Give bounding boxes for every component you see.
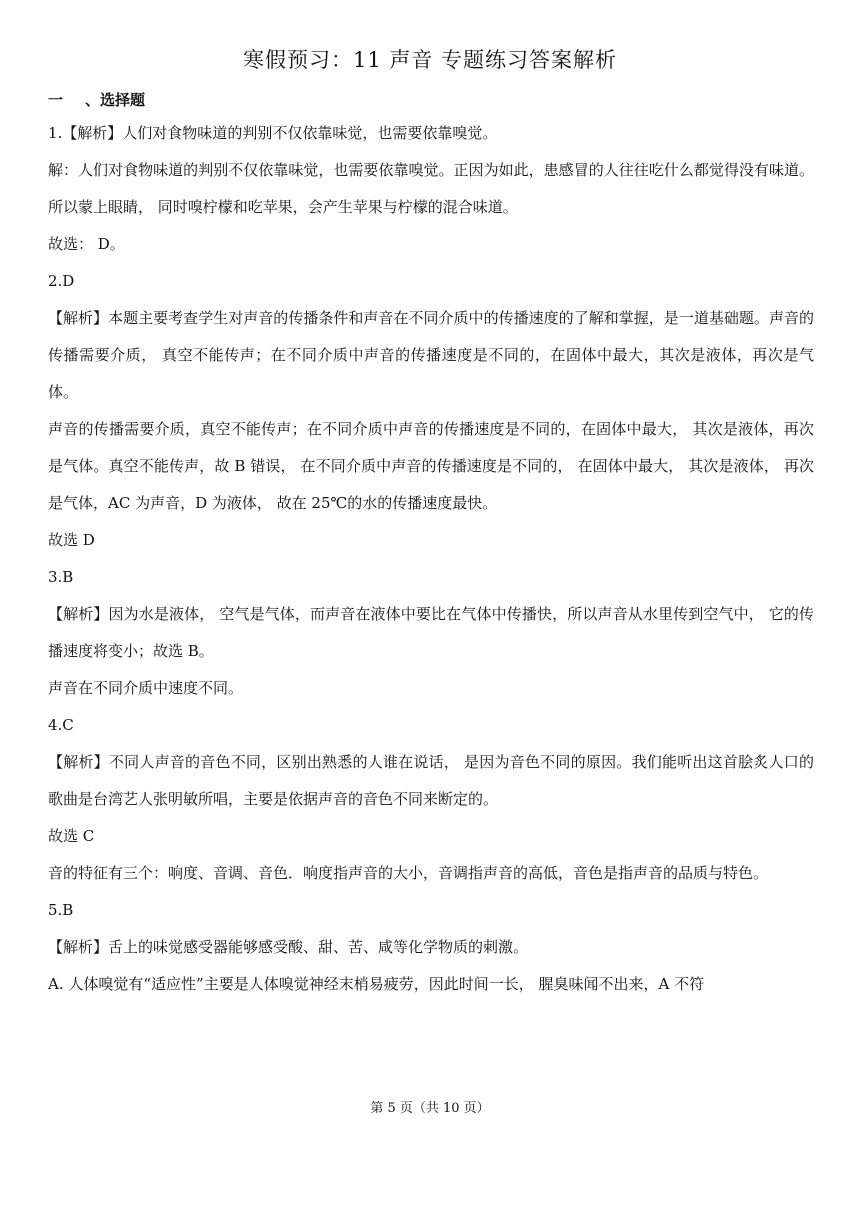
paragraph: 故选： D。 (48, 235, 125, 253)
paragraph: 故选 D (48, 531, 95, 549)
paragraph: 5.B (48, 901, 74, 919)
section-heading (48, 89, 145, 110)
paragraph: 故选 C (48, 827, 95, 845)
paragraph: A. 人体嗅觉有“适应性”主要是人体嗅觉神经末梢易疲劳，因此时间一长， 腥臭味闻不出来，A 不符 (48, 975, 705, 993)
paragraph: 2.D (48, 272, 75, 290)
section-number: 一 (48, 91, 64, 109)
paragraph: 【解析】因为水是液体， 空气是气体，而声音在液体中要比在气体中传播快，所以声音从水里传到空气中， 它的传播速度将变小；故选 B。 (48, 605, 814, 660)
section-label: 、选择题 (85, 91, 146, 109)
paragraph: 【解析】不同人声音的音色不同，区别出熟悉的人谁在说话， 是因为音色不同的原因。我们能听出这首脍炙人口的歌曲是台湾艺人张明敏所唱，主要是依据声音的音色不同来断定的。 (48, 753, 814, 808)
paragraph: 【解析】本题主要考查学生对声音的传播条件和声音在不同介质中的传播速度的了解和掌握，是一道基础题。声音的传播需要介质， 真空不能传声；在不同介质中声音的传播速度是不同的，在固体中最大，其次是液体，再次是气体。 (48, 309, 814, 401)
document-body (48, 115, 814, 1003)
paragraph: 解：人们对食物味道的判别不仅依靠味觉，也需要依靠嗅觉。正因为如此，患感冒的人往往吃什么都觉得没有味道。所以蒙上眼睛， 同时嗅柠檬和吃苹果，会产生苹果与柠檬的混合味道。 (48, 161, 814, 216)
paragraph: 3.B (48, 568, 74, 586)
paragraph: 音的特征有三个：响度、音调、音色．响度指声音的大小，音调指声音的高低，音色是指声音的品质与特色。 (48, 864, 769, 882)
paragraph: 声音在不同介质中速度不同。 (48, 679, 244, 697)
paragraph: 声音的传播需要介质，真空不能传声；在不同介质中声音的传播速度是不同的，在固体中最大， 其次是液体，再次是气体。真空不能传声，故 B 错误， 在不同介质中声音的传播速度是不同的， 在固体中最大， 其次是液体， 再次是气体，AC 为声音，D 为液体， 故在 25℃的水的传播速度最快。 (48, 420, 814, 512)
paragraph: 1.【解析】人们对食物味道的判别不仅依靠味觉，也需要依靠嗅觉。 (48, 124, 498, 142)
paragraph: 【解析】舌上的味觉感受器能够感受酸、甜、苦、咸等化学物质的刺激。 (48, 938, 529, 956)
page-title: 寒假预习：11 声音 专题练习答案解析 (242, 48, 618, 72)
paragraph: 4.C (48, 716, 74, 734)
page-footer: 第 5 页（共 10 页） (370, 1101, 490, 1116)
